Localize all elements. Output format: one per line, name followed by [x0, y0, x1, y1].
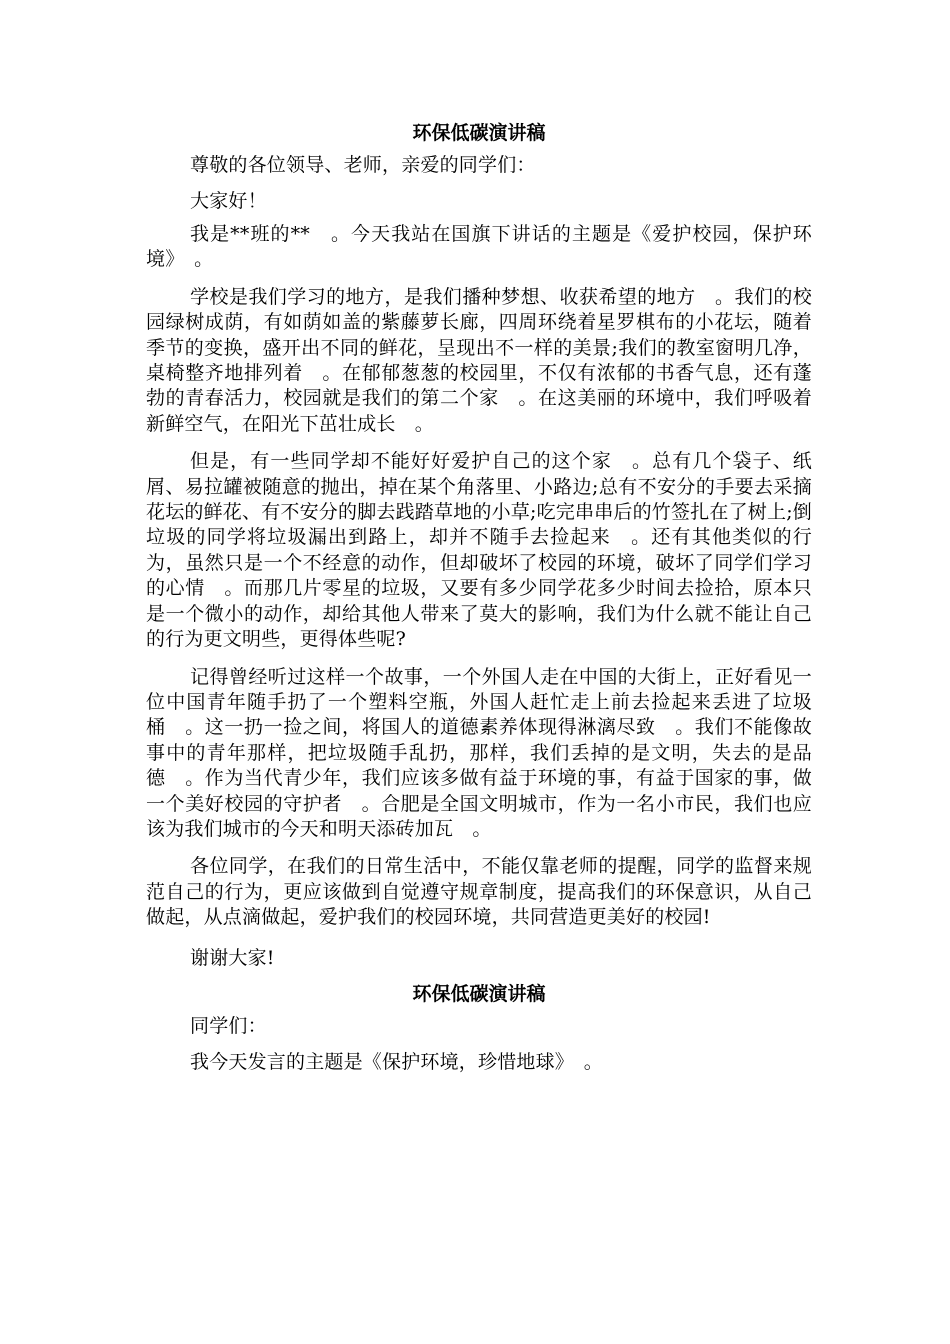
speech-1-greeting: 大家好！ [190, 190, 267, 212]
speech-2-title: 环保低碳演讲稿 [412, 982, 546, 1005]
speech-1-problem-paragraph: 但是，有一些同学却不能好好爱护自己的这个家 。总有几个袋子、纸屑、易拉罐被随意的抛出，掉在某个角落里、小路边;总有不安分的手要去采摘花坛的鲜花、有不安分的脚去践踏草地的小草;吃完串串后的竹签扎在了树上;倒垃圾的同学将垃圾漏出到路上，却并不随手去捡起来 。还有其他类似的行为，虽然只是一个不经意的动作，但却破坏了校园的环境，破坏了同学们学习的心情 。而那几片零星的垃圾，又要有多少同学花多少时间去捡拾，原本只是一个微小的动作，却给其他人带来了莫大的影响，我们为什么就不能让自己的行为更文明些，更得体些呢? [146, 450, 813, 651]
speech-1-title: 环保低碳演讲稿 [412, 122, 546, 144]
speech-1-intro-paragraph: 我是**班的** 。今天我站在国旗下讲话的主题是《爱护校园，保护环境》 。 [146, 223, 812, 271]
document-page [146, 118, 812, 1083]
speech-2-topic-paragraph: 我今天发言的主题是《保护环境，珍惜地球》 。 [190, 1050, 603, 1073]
speech-1-story-paragraph: 记得曾经听过这样一个故事，一个外国人走在中国的大街上，正好看见一位中国青年随手扔了一个塑料空瓶，外国人赶忙走上前去捡起来丢进了垃圾桶 。这一扔一捡之间，将国人的道德素养体现得淋漓尽致 。我们不能像故事中的青年那样，把垃圾随手乱扔，那样，我们丢掉的是文明，失去的是品德 。作为当代青少年，我们应该多做有益于环境的事，有益于国家的事，做一个美好校园的守护者 。合肥是全国文明城市，作为一名小市民，我们也应该为我们城市的今天和明天添砖加瓦 。 [146, 665, 812, 840]
speech-1-salutation: 尊敬的各位领导、老师，亲爱的同学们： [190, 154, 536, 176]
speech-1-campus-paragraph: 学校是我们学习的地方，是我们播种梦想、收获希望的地方 。我们的校园绿树成荫，有如荫如盖的紫藤萝长廊，四周环绕着星罗棋布的小花坛，随着季节的变换，盛开出不同的鲜花，呈现出不一样的美景;我们的教室窗明几净，桌椅整齐地排列着 。在郁郁葱葱的校园里，不仅有浓郁的书香气息，还有蓬勃的青春活力，校园就是我们的第二个家 。在这美丽的环境中，我们呼吸着新鲜空气，在阳光下茁壮成长 。 [146, 285, 812, 435]
speech-1-closing: 谢谢大家! [190, 946, 275, 969]
speech-2-salutation: 同学们： [190, 1014, 267, 1037]
speech-1-call-to-action-paragraph: 各位同学，在我们的日常生活中，不能仅靠老师的提醒，同学的监督来规范自己的行为，更应该做到自觉遵守规章制度，提高我们的环保意识，从自己做起，从点滴做起，爱护我们的校园环境，共同营造更美好的校园! [146, 855, 812, 929]
